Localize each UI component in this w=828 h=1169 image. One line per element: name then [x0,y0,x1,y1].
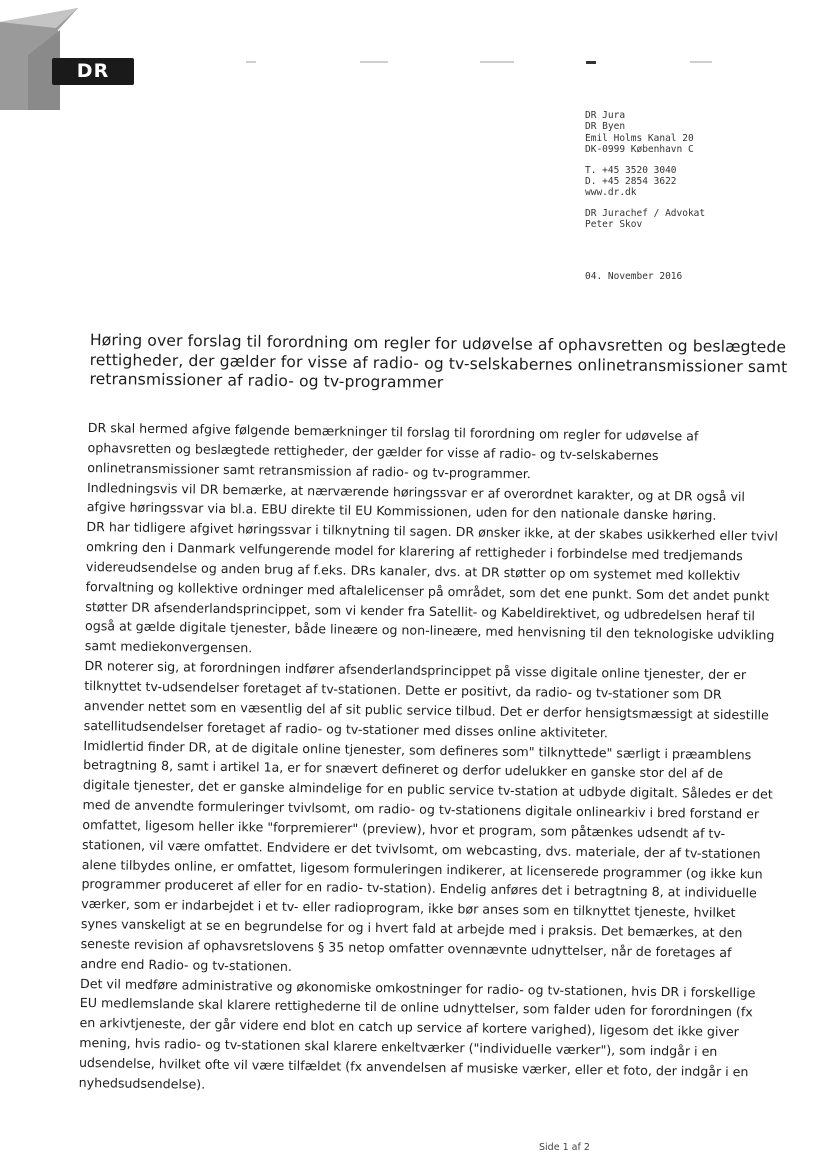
body-line: anvender nettet som en væsentlig del af sit public service tilbud. Det er derfor hensigtsmæssigt at sidestille [83,697,769,723]
title-line: Høring over forslag til forordning om regler for udøvelse af ophavsretten og beslægtede [89,331,787,357]
title-line: retransmissioner af radio- og tv-programmer [89,370,444,392]
body-line: Imidlertid finder DR, at de digitale online tjenester, som defineres som" tilknyttede" særligt i præamblens [83,737,752,762]
letter-date: 04. November 2016 [585,271,683,282]
body-line: digitale tjenester, det er ganske almindelige for en public service tv-station at udbyde digitalt. Således er det [82,777,773,802]
body-line: afgive høringssvar via bl.a. EBU direkte til EU Kommissionen, uden for den nationale danske høring. [86,499,717,524]
header-mark [480,61,514,63]
header-mark [246,61,256,63]
corner-graphic [0,0,140,110]
body-line: DR skal hermed afgive følgende bemærkninger til forslag til forordning om regler for udøvelse af [87,419,699,444]
sender-block [585,110,785,231]
logo-text: DR [76,60,110,82]
sender-line: www.dr.dk [585,187,637,199]
body-line: mening, hvis radio- og tv-stationen skal klarere enkeltværker ("individuelle værker"), som indgår i en [79,1035,718,1060]
document-title [89,331,788,397]
body-line: også at gælde digitale tjenester, både lineære og non-lineære, med henvisning til den teknologiske udvikling [84,618,775,644]
body-line: ophavsretten og beslægtede rettigheder, der gælder for visse af radio- og tv-selskabernes [87,439,659,463]
body-line: tilknyttet tv-udsendelser foretaget af tv-stationen. Dette er positivt, da radio- og tv-stationer som DR [84,677,722,702]
body-line: samt mediekonvergensen. [84,638,253,656]
body-line: alene tilbydes online, er omfattet, ligesom formuleringen indikerer, at licenserede programmer (og ikke kun [81,856,763,882]
sender-line: Peter Skov [585,219,643,231]
sender-line: DR Jura [585,110,626,121]
sender-line: DK-0999 København C [585,144,694,156]
page-number: Side 1 af 2 [539,1142,590,1153]
body-line: Indledningsvis vil DR bemærke, at nærværende høringssvar er af overordnet karakter, og at DR også vil [86,479,746,504]
header-mark [586,61,596,64]
body-line: EU medlemslande skal klarere rettighederne til de online udnyttelser, som falder uden for forordningen (fx [79,995,753,1020]
body-line: stationen, vil være omfattet. Endvidere er det tvivlsomt, om webcasting, dvs. materiale, der af tv-stationen [81,836,761,862]
header-mark [360,61,388,63]
body-line: andre end Radio- og tv-stationen. [80,955,293,974]
body-line: betragtning 8, samt i artikel 1a, er for snævert defineret og derfor udelukker en ganske stor del af de [83,757,724,782]
body-line: omkring den i Danmark velfungerende model for klarering af rettigheder i forbindelse med tredjemands [86,539,743,564]
body-line: synes vanskeligt at se en begrundelse for og i hvert fald at arbejde med i praksis. Det bemærkes, at den [80,916,743,941]
body-line: værker, som er indarbejdet i et tv- eller radioprogram, ikke bør anses som en tilknyttet tjeneste, hvilket [81,896,736,921]
title-line: rettigheder, der gælder for visse af radio- og tv-selskabernes onlinetransmissioner samt [89,350,788,376]
body-line: Det vil medføre administrative og økonomiske omkostninger for radio- og tv-stationen, hvis DR i forskellige [80,975,756,1000]
sender-line: T. +45 3520 3040 [585,164,677,176]
header-mark [690,61,712,63]
body-line: omfattet, ligesom heller ikke "forpremierer" (preview), hvor et program, som påtænkes udsendt af tv- [82,816,726,841]
body-line: forvaltning og kollektive ordninger med aftalelicenser på området, som det ene punkt. Som det andet punkt [85,578,770,604]
sender-line: DR Byen [585,121,626,133]
body-line: nyhedsudsendelse). [78,1074,206,1092]
body-line: onlinetransmissioner samt retransmission af radio- og tv-programmer. [87,459,531,481]
body-line: støtter DR afsenderlandsprincippet, som vi kender fra Satellit- og Kabeldirektivet, og udbredelsen heraf til [85,598,756,623]
sender-line: D. +45 2854 3622 [585,176,677,188]
sender-line: Emil Holms Kanal 20 [585,132,694,144]
body-line: en arkivtjeneste, der går videre end blot en catch up service af kortere varighed), ligesom det ikke giver [79,1015,739,1040]
body-line: videreudsendelse og anden brug af f.eks. DRs kanaler, dvs. at DR støtter op om systemet med kollektiv [85,558,741,584]
body-line: seneste revision af ophavsretslovens § 35 netop omfatter ovennævnte udnyttelser, når de foretages af [80,935,732,960]
body-line: programmer produceret af eller for en radio- tv-station). Endelig anføres det i betragtning 8, at individuelle [81,876,757,901]
body-line: med de anvendte formuleringer tvivlsomt, om radio- og tv-stationens digitale onlinearkiv i bred forstand er [82,796,760,822]
body-line: DR har tidligere afgivet høringssvar i tilknytning til sagen. DR ønsker ikke, at der skabes usikkerhed eller tvivl [86,519,779,544]
body-line: udsendelse, hvilket ofte vil være tilfældet (fx anvendelsen af musiske værker, eller et foto, der indgår i en [78,1054,749,1080]
body-text [78,418,779,1102]
body-line: satellitudsendelser foretaget af radio- og tv-stationer med disses online aktiviteter. [83,717,609,740]
dr-logo [52,58,134,85]
sender-line: DR Jurachef / Advokat [585,207,706,219]
body-line: DR noterer sig, at forordningen indfører afsenderlandsprincippet på visse digitale online tjenester, der er [84,658,747,683]
